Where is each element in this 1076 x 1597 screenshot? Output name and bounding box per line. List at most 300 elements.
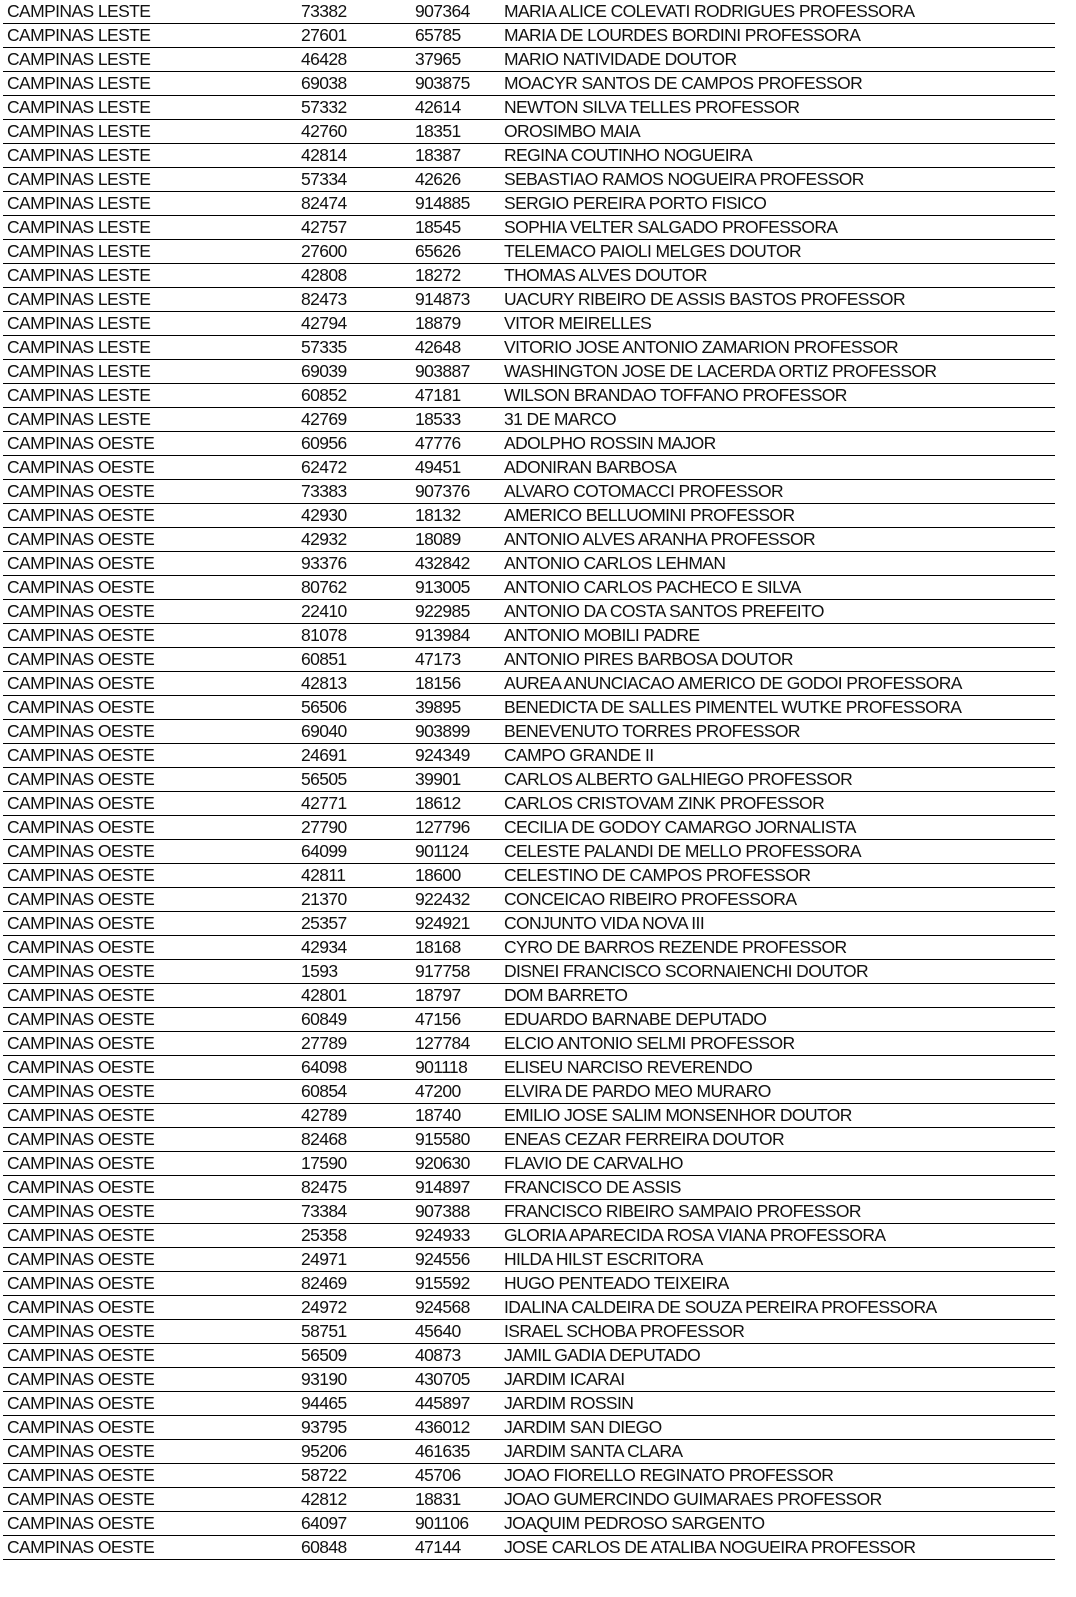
table-row [3, 120, 1055, 144]
table-row [3, 1152, 1055, 1176]
table-row [3, 48, 1055, 72]
code-cell: 60849 [297, 1008, 411, 1032]
unit-code-cell: 924933 [411, 1224, 500, 1248]
school-name-cell: MARIO NATIVIDADE DOUTOR [500, 48, 1055, 72]
table-row [3, 1032, 1055, 1056]
unit-code-cell: 922985 [411, 600, 500, 624]
unit-code-cell: 18132 [411, 504, 500, 528]
unit-code-cell: 924556 [411, 1248, 500, 1272]
unit-code-cell: 914885 [411, 192, 500, 216]
region-cell: CAMPINAS LESTE [3, 144, 297, 168]
region-cell: CAMPINAS OESTE [3, 912, 297, 936]
code-cell: 60848 [297, 1536, 411, 1560]
code-cell: 42934 [297, 936, 411, 960]
code-cell: 82475 [297, 1176, 411, 1200]
table-row [3, 0, 1055, 24]
table-row [3, 1200, 1055, 1224]
table-row [3, 768, 1055, 792]
table-row [3, 1296, 1055, 1320]
school-name-cell: ALVARO COTOMACCI PROFESSOR [500, 480, 1055, 504]
region-cell: CAMPINAS LESTE [3, 216, 297, 240]
unit-code-cell: 18612 [411, 792, 500, 816]
unit-code-cell: 18879 [411, 312, 500, 336]
table-row [3, 96, 1055, 120]
region-cell: CAMPINAS OESTE [3, 576, 297, 600]
table-row [3, 168, 1055, 192]
school-name-cell: AUREA ANUNCIACAO AMERICO DE GODOI PROFESSORA [500, 672, 1055, 696]
code-cell: 42757 [297, 216, 411, 240]
table-row [3, 792, 1055, 816]
region-cell: CAMPINAS OESTE [3, 648, 297, 672]
school-name-cell: MARIA ALICE COLEVATI RODRIGUES PROFESSORA [500, 0, 1055, 24]
region-cell: CAMPINAS OESTE [3, 1392, 297, 1416]
unit-code-cell: 907376 [411, 480, 500, 504]
school-name-cell: ENEAS CEZAR FERREIRA DOUTOR [500, 1128, 1055, 1152]
code-cell: 42771 [297, 792, 411, 816]
unit-code-cell: 42626 [411, 168, 500, 192]
table-row [3, 672, 1055, 696]
school-name-cell: WILSON BRANDAO TOFFANO PROFESSOR [500, 384, 1055, 408]
code-cell: 60851 [297, 648, 411, 672]
region-cell: CAMPINAS OESTE [3, 1488, 297, 1512]
table-row [3, 720, 1055, 744]
region-cell: CAMPINAS OESTE [3, 1272, 297, 1296]
unit-code-cell: 924568 [411, 1296, 500, 1320]
code-cell: 42811 [297, 864, 411, 888]
code-cell: 80762 [297, 576, 411, 600]
table-row [3, 960, 1055, 984]
code-cell: 42814 [297, 144, 411, 168]
code-cell: 94465 [297, 1392, 411, 1416]
unit-code-cell: 914873 [411, 288, 500, 312]
code-cell: 42808 [297, 264, 411, 288]
unit-code-cell: 18156 [411, 672, 500, 696]
table-row [3, 552, 1055, 576]
school-name-cell: MOACYR SANTOS DE CAMPOS PROFESSOR [500, 72, 1055, 96]
unit-code-cell: 924921 [411, 912, 500, 936]
region-cell: CAMPINAS OESTE [3, 1152, 297, 1176]
unit-code-cell: 47776 [411, 432, 500, 456]
school-name-cell: THOMAS ALVES DOUTOR [500, 264, 1055, 288]
school-name-cell: EDUARDO BARNABE DEPUTADO [500, 1008, 1055, 1032]
school-name-cell: CELESTE PALANDI DE MELLO PROFESSORA [500, 840, 1055, 864]
school-name-cell: CARLOS CRISTOVAM ZINK PROFESSOR [500, 792, 1055, 816]
code-cell: 42769 [297, 408, 411, 432]
code-cell: 42794 [297, 312, 411, 336]
region-cell: CAMPINAS OESTE [3, 792, 297, 816]
unit-code-cell: 49451 [411, 456, 500, 480]
region-cell: CAMPINAS OESTE [3, 1248, 297, 1272]
table-row [3, 528, 1055, 552]
table-row [3, 336, 1055, 360]
unit-code-cell: 915592 [411, 1272, 500, 1296]
school-name-cell: FRANCISCO RIBEIRO SAMPAIO PROFESSOR [500, 1200, 1055, 1224]
unit-code-cell: 436012 [411, 1416, 500, 1440]
region-cell: CAMPINAS OESTE [3, 1320, 297, 1344]
unit-code-cell: 42648 [411, 336, 500, 360]
unit-code-cell: 914897 [411, 1176, 500, 1200]
region-cell: CAMPINAS OESTE [3, 1464, 297, 1488]
unit-code-cell: 18797 [411, 984, 500, 1008]
region-cell: CAMPINAS OESTE [3, 816, 297, 840]
school-name-cell: ELVIRA DE PARDO MEO MURARO [500, 1080, 1055, 1104]
code-cell: 27789 [297, 1032, 411, 1056]
school-name-cell: JARDIM ICARAI [500, 1368, 1055, 1392]
table-row [3, 912, 1055, 936]
school-name-cell: MARIA DE LOURDES BORDINI PROFESSORA [500, 24, 1055, 48]
region-cell: CAMPINAS OESTE [3, 432, 297, 456]
school-name-cell: HILDA HILST ESCRITORA [500, 1248, 1055, 1272]
code-cell: 73382 [297, 0, 411, 24]
school-name-cell: ANTONIO CARLOS LEHMAN [500, 552, 1055, 576]
table-row [3, 456, 1055, 480]
code-cell: 24971 [297, 1248, 411, 1272]
code-cell: 22410 [297, 600, 411, 624]
region-cell: CAMPINAS OESTE [3, 984, 297, 1008]
code-cell: 24691 [297, 744, 411, 768]
unit-code-cell: 47156 [411, 1008, 500, 1032]
school-name-cell: IDALINA CALDEIRA DE SOUZA PEREIRA PROFESSORA [500, 1296, 1055, 1320]
unit-code-cell: 42614 [411, 96, 500, 120]
school-name-cell: CELESTINO DE CAMPOS PROFESSOR [500, 864, 1055, 888]
code-cell: 21370 [297, 888, 411, 912]
region-cell: CAMPINAS OESTE [3, 1224, 297, 1248]
region-cell: CAMPINAS LESTE [3, 264, 297, 288]
code-cell: 69038 [297, 72, 411, 96]
table-row [3, 984, 1055, 1008]
unit-code-cell: 917758 [411, 960, 500, 984]
region-cell: CAMPINAS LESTE [3, 192, 297, 216]
code-cell: 42930 [297, 504, 411, 528]
school-name-cell: REGINA COUTINHO NOGUEIRA [500, 144, 1055, 168]
unit-code-cell: 39895 [411, 696, 500, 720]
region-cell: CAMPINAS OESTE [3, 1176, 297, 1200]
school-name-cell: 31 DE MARCO [500, 408, 1055, 432]
school-name-cell: VITOR MEIRELLES [500, 312, 1055, 336]
unit-code-cell: 47181 [411, 384, 500, 408]
code-cell: 60854 [297, 1080, 411, 1104]
unit-code-cell: 18831 [411, 1488, 500, 1512]
code-cell: 25358 [297, 1224, 411, 1248]
code-cell: 17590 [297, 1152, 411, 1176]
table-row [3, 1176, 1055, 1200]
school-name-cell: ISRAEL SCHOBA PROFESSOR [500, 1320, 1055, 1344]
unit-code-cell: 18545 [411, 216, 500, 240]
code-cell: 93376 [297, 552, 411, 576]
unit-code-cell: 47200 [411, 1080, 500, 1104]
school-name-cell: JARDIM SANTA CLARA [500, 1440, 1055, 1464]
table-row [3, 936, 1055, 960]
unit-code-cell: 45706 [411, 1464, 500, 1488]
code-cell: 42932 [297, 528, 411, 552]
unit-code-cell: 901106 [411, 1512, 500, 1536]
unit-code-cell: 18272 [411, 264, 500, 288]
table-row [3, 696, 1055, 720]
school-name-cell: EMILIO JOSE SALIM MONSENHOR DOUTOR [500, 1104, 1055, 1128]
code-cell: 56505 [297, 768, 411, 792]
region-cell: CAMPINAS OESTE [3, 528, 297, 552]
region-cell: CAMPINAS LESTE [3, 120, 297, 144]
table-row [3, 144, 1055, 168]
table-row [3, 888, 1055, 912]
code-cell: 73383 [297, 480, 411, 504]
unit-code-cell: 18351 [411, 120, 500, 144]
region-cell: CAMPINAS OESTE [3, 696, 297, 720]
unit-code-cell: 127784 [411, 1032, 500, 1056]
region-cell: CAMPINAS LESTE [3, 72, 297, 96]
school-name-cell: ELISEU NARCISO REVERENDO [500, 1056, 1055, 1080]
table-row [3, 288, 1055, 312]
school-name-cell: VITORIO JOSE ANTONIO ZAMARION PROFESSOR [500, 336, 1055, 360]
code-cell: 69040 [297, 720, 411, 744]
region-cell: CAMPINAS LESTE [3, 48, 297, 72]
unit-code-cell: 65626 [411, 240, 500, 264]
table-row [3, 864, 1055, 888]
code-cell: 93190 [297, 1368, 411, 1392]
unit-code-cell: 913984 [411, 624, 500, 648]
region-cell: CAMPINAS OESTE [3, 936, 297, 960]
code-cell: 27790 [297, 816, 411, 840]
school-name-cell: JARDIM SAN DIEGO [500, 1416, 1055, 1440]
region-cell: CAMPINAS LESTE [3, 240, 297, 264]
school-name-cell: DOM BARRETO [500, 984, 1055, 1008]
school-name-cell: ELCIO ANTONIO SELMI PROFESSOR [500, 1032, 1055, 1056]
school-name-cell: AMERICO BELLUOMINI PROFESSOR [500, 504, 1055, 528]
code-cell: 42801 [297, 984, 411, 1008]
table-row [3, 1320, 1055, 1344]
school-name-cell: JOAO GUMERCINDO GUIMARAES PROFESSOR [500, 1488, 1055, 1512]
code-cell: 57332 [297, 96, 411, 120]
school-name-cell: CYRO DE BARROS REZENDE PROFESSOR [500, 936, 1055, 960]
table-row [3, 1392, 1055, 1416]
code-cell: 82469 [297, 1272, 411, 1296]
unit-code-cell: 430705 [411, 1368, 500, 1392]
region-cell: CAMPINAS OESTE [3, 1080, 297, 1104]
code-cell: 42760 [297, 120, 411, 144]
school-name-cell: ADOLPHO ROSSIN MAJOR [500, 432, 1055, 456]
region-cell: CAMPINAS LESTE [3, 288, 297, 312]
unit-code-cell: 47144 [411, 1536, 500, 1560]
table-row [3, 648, 1055, 672]
table-row [3, 1464, 1055, 1488]
unit-code-cell: 915580 [411, 1128, 500, 1152]
school-name-cell: CARLOS ALBERTO GALHIEGO PROFESSOR [500, 768, 1055, 792]
table-row [3, 1008, 1055, 1032]
region-cell: CAMPINAS OESTE [3, 552, 297, 576]
region-cell: CAMPINAS OESTE [3, 1536, 297, 1560]
unit-code-cell: 901124 [411, 840, 500, 864]
unit-code-cell: 913005 [411, 576, 500, 600]
table-row [3, 840, 1055, 864]
region-cell: CAMPINAS OESTE [3, 1008, 297, 1032]
table-row [3, 1512, 1055, 1536]
table-row [3, 360, 1055, 384]
unit-code-cell: 901118 [411, 1056, 500, 1080]
region-cell: CAMPINAS LESTE [3, 168, 297, 192]
table-row [3, 1128, 1055, 1152]
school-name-cell: ANTONIO DA COSTA SANTOS PREFEITO [500, 600, 1055, 624]
table-row [3, 624, 1055, 648]
code-cell: 60956 [297, 432, 411, 456]
unit-code-cell: 18168 [411, 936, 500, 960]
school-name-cell: JARDIM ROSSIN [500, 1392, 1055, 1416]
code-cell: 62472 [297, 456, 411, 480]
school-name-cell: TELEMACO PAIOLI MELGES DOUTOR [500, 240, 1055, 264]
code-cell: 46428 [297, 48, 411, 72]
table-row [3, 1224, 1055, 1248]
unit-code-cell: 903875 [411, 72, 500, 96]
unit-code-cell: 922432 [411, 888, 500, 912]
unit-code-cell: 18740 [411, 1104, 500, 1128]
school-name-cell: UACURY RIBEIRO DE ASSIS BASTOS PROFESSOR [500, 288, 1055, 312]
table-row [3, 384, 1055, 408]
code-cell: 64098 [297, 1056, 411, 1080]
code-cell: 64097 [297, 1512, 411, 1536]
code-cell: 57335 [297, 336, 411, 360]
unit-code-cell: 127796 [411, 816, 500, 840]
region-cell: CAMPINAS LESTE [3, 312, 297, 336]
school-name-cell: GLORIA APARECIDA ROSA VIANA PROFESSORA [500, 1224, 1055, 1248]
unit-code-cell: 47173 [411, 648, 500, 672]
table-row [3, 1368, 1055, 1392]
code-cell: 56506 [297, 696, 411, 720]
school-name-cell: SOPHIA VELTER SALGADO PROFESSORA [500, 216, 1055, 240]
region-cell: CAMPINAS LESTE [3, 384, 297, 408]
region-cell: CAMPINAS OESTE [3, 456, 297, 480]
school-name-cell: ANTONIO ALVES ARANHA PROFESSOR [500, 528, 1055, 552]
unit-code-cell: 18600 [411, 864, 500, 888]
code-cell: 69039 [297, 360, 411, 384]
school-name-cell: ANTONIO PIRES BARBOSA DOUTOR [500, 648, 1055, 672]
code-cell: 60852 [297, 384, 411, 408]
region-cell: CAMPINAS LESTE [3, 24, 297, 48]
school-name-cell: JOAO FIORELLO REGINATO PROFESSOR [500, 1464, 1055, 1488]
table-row [3, 480, 1055, 504]
region-cell: CAMPINAS OESTE [3, 888, 297, 912]
table-row [3, 240, 1055, 264]
region-cell: CAMPINAS LESTE [3, 408, 297, 432]
region-cell: CAMPINAS OESTE [3, 1128, 297, 1152]
code-cell: 82473 [297, 288, 411, 312]
code-cell: 73384 [297, 1200, 411, 1224]
school-name-cell: CAMPO GRANDE II [500, 744, 1055, 768]
table-row [3, 1488, 1055, 1512]
table-row [3, 1104, 1055, 1128]
school-name-cell: ADONIRAN BARBOSA [500, 456, 1055, 480]
code-cell: 95206 [297, 1440, 411, 1464]
table-row [3, 24, 1055, 48]
region-cell: CAMPINAS OESTE [3, 480, 297, 504]
unit-code-cell: 40873 [411, 1344, 500, 1368]
region-cell: CAMPINAS OESTE [3, 1344, 297, 1368]
region-cell: CAMPINAS OESTE [3, 720, 297, 744]
region-cell: CAMPINAS OESTE [3, 1032, 297, 1056]
unit-code-cell: 903899 [411, 720, 500, 744]
table-row [3, 264, 1055, 288]
school-name-cell: CECILIA DE GODOY CAMARGO JORNALISTA [500, 816, 1055, 840]
region-cell: CAMPINAS LESTE [3, 336, 297, 360]
school-name-cell: CONCEICAO RIBEIRO PROFESSORA [500, 888, 1055, 912]
school-name-cell: ANTONIO CARLOS PACHECO E SILVA [500, 576, 1055, 600]
region-cell: CAMPINAS OESTE [3, 504, 297, 528]
school-name-cell: JAMIL GADIA DEPUTADO [500, 1344, 1055, 1368]
school-name-cell: FRANCISCO DE ASSIS [500, 1176, 1055, 1200]
region-cell: CAMPINAS OESTE [3, 864, 297, 888]
unit-code-cell: 903887 [411, 360, 500, 384]
school-name-cell: WASHINGTON JOSE DE LACERDA ORTIZ PROFESSOR [500, 360, 1055, 384]
table-row [3, 432, 1055, 456]
unit-code-cell: 432842 [411, 552, 500, 576]
school-name-cell: HUGO PENTEADO TEIXEIRA [500, 1272, 1055, 1296]
unit-code-cell: 18387 [411, 144, 500, 168]
school-name-cell: BENEDICTA DE SALLES PIMENTEL WUTKE PROFESSORA [500, 696, 1055, 720]
region-cell: CAMPINAS LESTE [3, 0, 297, 24]
school-name-cell: CONJUNTO VIDA NOVA III [500, 912, 1055, 936]
unit-code-cell: 445897 [411, 1392, 500, 1416]
code-cell: 64099 [297, 840, 411, 864]
table-row [3, 744, 1055, 768]
region-cell: CAMPINAS LESTE [3, 96, 297, 120]
table-row [3, 408, 1055, 432]
table-row [3, 1416, 1055, 1440]
region-cell: CAMPINAS OESTE [3, 672, 297, 696]
school-name-cell: OROSIMBO MAIA [500, 120, 1055, 144]
unit-code-cell: 924349 [411, 744, 500, 768]
table-row [3, 816, 1055, 840]
code-cell: 25357 [297, 912, 411, 936]
region-cell: CAMPINAS OESTE [3, 744, 297, 768]
code-cell: 42813 [297, 672, 411, 696]
code-cell: 81078 [297, 624, 411, 648]
code-cell: 58751 [297, 1320, 411, 1344]
code-cell: 27600 [297, 240, 411, 264]
unit-code-cell: 45640 [411, 1320, 500, 1344]
region-cell: CAMPINAS OESTE [3, 840, 297, 864]
region-cell: CAMPINAS OESTE [3, 1056, 297, 1080]
table-row [3, 1248, 1055, 1272]
unit-code-cell: 920630 [411, 1152, 500, 1176]
school-name-cell: JOAQUIM PEDROSO SARGENTO [500, 1512, 1055, 1536]
region-cell: CAMPINAS OESTE [3, 1200, 297, 1224]
school-name-cell: BENEVENUTO TORRES PROFESSOR [500, 720, 1055, 744]
table-row [3, 576, 1055, 600]
code-cell: 93795 [297, 1416, 411, 1440]
region-cell: CAMPINAS OESTE [3, 1440, 297, 1464]
table-row [3, 504, 1055, 528]
school-name-cell: DISNEI FRANCISCO SCORNAIENCHI DOUTOR [500, 960, 1055, 984]
code-cell: 24972 [297, 1296, 411, 1320]
table-row [3, 600, 1055, 624]
table-row [3, 192, 1055, 216]
unit-code-cell: 18533 [411, 408, 500, 432]
table-row [3, 312, 1055, 336]
school-list-table [3, 0, 1055, 1560]
code-cell: 42789 [297, 1104, 411, 1128]
code-cell: 57334 [297, 168, 411, 192]
code-cell: 1593 [297, 960, 411, 984]
table-row [3, 1080, 1055, 1104]
code-cell: 82474 [297, 192, 411, 216]
table-row [3, 1272, 1055, 1296]
table-row [3, 1056, 1055, 1080]
unit-code-cell: 907364 [411, 0, 500, 24]
table-body [3, 0, 1055, 1560]
unit-code-cell: 461635 [411, 1440, 500, 1464]
region-cell: CAMPINAS LESTE [3, 360, 297, 384]
table-row [3, 1536, 1055, 1560]
table-row [3, 72, 1055, 96]
unit-code-cell: 18089 [411, 528, 500, 552]
